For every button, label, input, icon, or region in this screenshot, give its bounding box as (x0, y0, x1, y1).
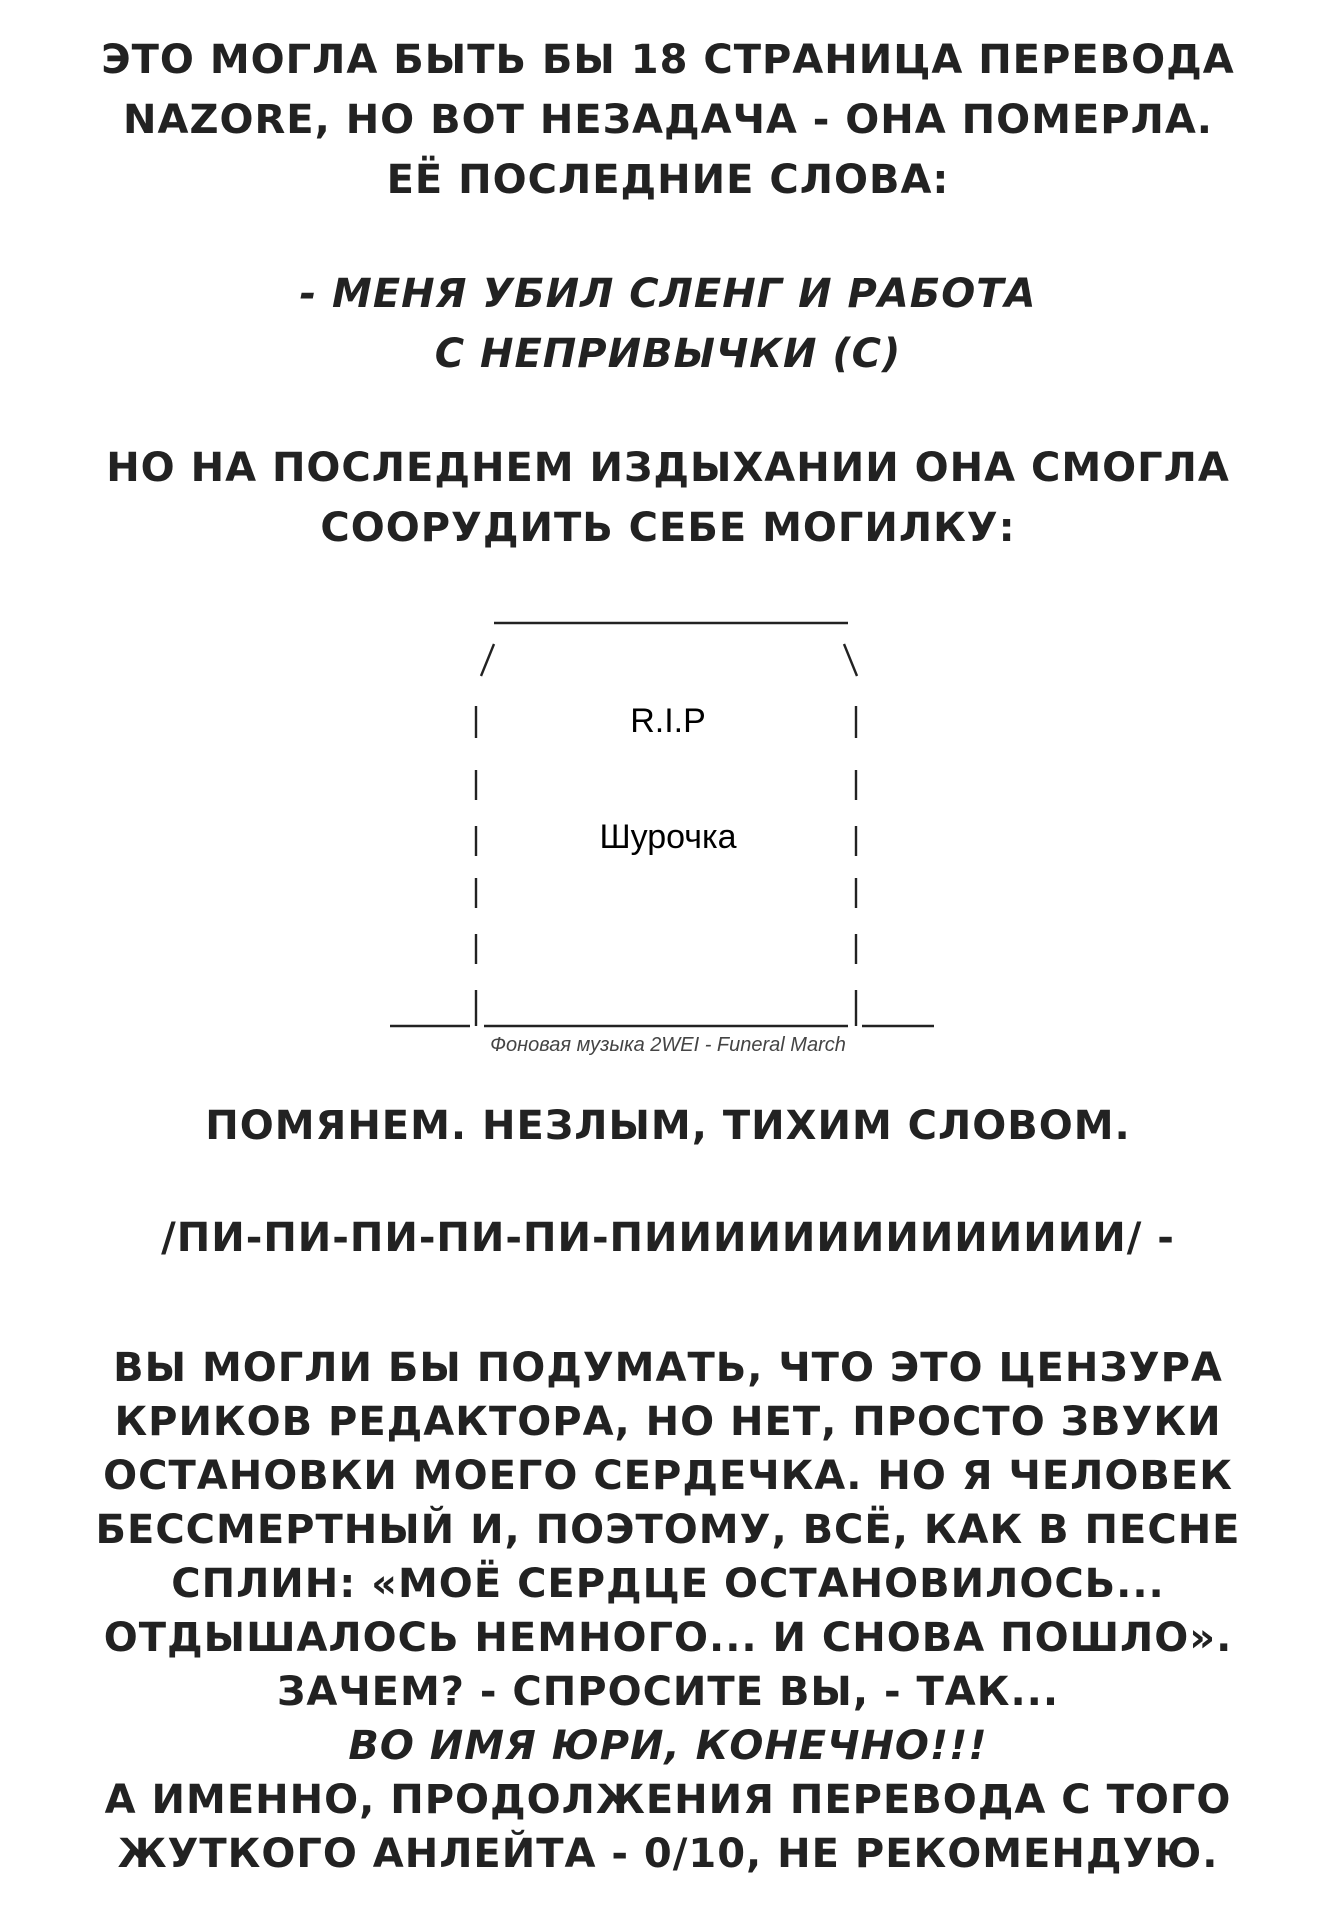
story-line: КРИКОВ РЕДАКТОРА, НО НЕТ, ПРОСТО ЗВУКИ (114, 1399, 1222, 1445)
grave-intro-line: НО НА ПОСЛЕДНЕМ ИЗДЫХАНИИ ОНА СМОГЛА (106, 445, 1230, 491)
intro-line: ЕЁ ПОСЛЕДНИЕ СЛОВА: (386, 157, 950, 203)
tombstone-rip: R.I.P (630, 702, 706, 740)
remember-text: ПОМЯНЕМ. НЕЗЛЫМ, ТИХИМ СЛОВОМ. (205, 1103, 1131, 1149)
beeps-text: /ПИ-ПИ-ПИ-ПИ-ПИ-ПИИИИИИИИИИИИИИ/ - (161, 1215, 1175, 1261)
story-line: ОСТАНОВКИ МОЕГО СЕРДЕЧКА. НО Я ЧЕЛОВЕК (103, 1453, 1233, 1499)
story-ending-line: ЖУТКОГО АНЛЕЙТА - 0/10, НЕ РЕКОМЕНДУЮ. (117, 1831, 1219, 1877)
story-line: СПЛИН: «МОЁ СЕРДЦЕ ОСТАНОВИЛОСЬ... (171, 1561, 1165, 1607)
story-line: ОТДЫШАЛОСЬ НЕМНОГО... И СНОВА ПОШЛО». (103, 1615, 1233, 1661)
quote-line: - МЕНЯ УБИЛ СЛЕНГ И РАБОТА (299, 271, 1037, 317)
music-credit: Фоновая музыка 2WEI - Funeral March (490, 1034, 846, 1056)
intro-line: NAZORE, НО ВОТ НЕЗАДАЧА - ОНА ПОМЕРЛА. (123, 97, 1213, 143)
quote-line: С НЕПРИВЫЧКИ (С) (434, 331, 902, 377)
beeps-line (0, 1215, 1336, 1261)
story-emphasis: ВО ИМЯ ЮРИ, КОНЕЧНО!!! (348, 1723, 988, 1769)
story-line: ЗАЧЕМ? - СПРОСИТЕ ВЫ, - ТАК... (276, 1669, 1060, 1715)
story-ending-line: А ИМЕННО, ПРОДОЛЖЕНИЯ ПЕРЕВОДА С ТОГО (104, 1777, 1232, 1823)
story-line: БЕССМЕРТНЫЙ И, ПОЭТОМУ, ВСЁ, КАК В ПЕСНЕ (95, 1507, 1241, 1553)
tombstone-name: Шурочка (599, 818, 737, 856)
intro-line: ЭТО МОГЛА БЫТЬ БЫ 18 СТРАНИЦА ПЕРЕВОДА (101, 37, 1235, 83)
story-line: ВЫ МОГЛИ БЫ ПОДУМАТЬ, ЧТО ЭТО ЦЕНЗУРА (113, 1345, 1223, 1391)
remember-line (0, 1103, 1336, 1149)
story-paragraph (0, 1345, 1336, 1877)
grave-intro-line: СООРУДИТЬ СЕБЕ МОГИЛКУ: (320, 505, 1016, 551)
